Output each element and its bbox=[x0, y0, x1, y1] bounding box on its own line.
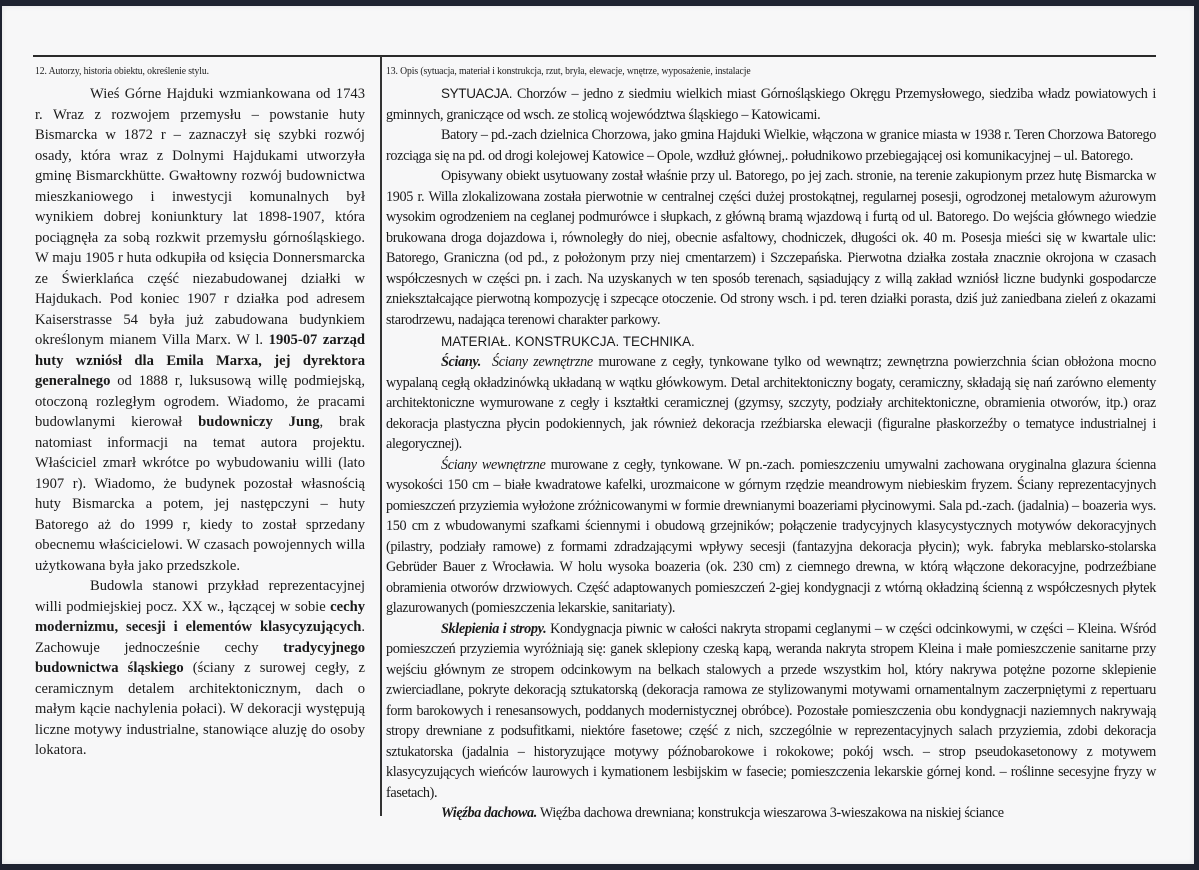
vaults-text: Kondygnacja piwnic w całości nakryta stropami ceglanymi – w części odcinkowymi, w części – Kleina. Wśród pomieszczeń przyziemia wyróżniają się: ganek sklepiony czeską kapą, weranda nakryta stropem Kleina i małe pomieszczenie sanitarne przy wejściu głównym ze stropem odcinkowym na belkach stalowych a przede wszystkim hol, który nakrywa potężne pozorne sklepienie zwierciadlane, pokryte dekoracją sztukatorską (dekoracja ramowa ze stylizowanymi motywami ornamentalnym zaczerpniętymi z repertuaru form barokowych i renesansowych, poddanych modernistycznej obróbce). Pozostałe pomieszczenia obu kondygnacji naziemnych nakrywają stropy drewniane z podsufitkami, niektóre fasetowe; część z nich, szczególnie w reprezentacyjnych salach przyziemia, zdobi dekoracja sztukatorska (jadalnia – historyzujące motywy późnobarokowe i rokokowe; pokój wsch. – strop pseudokasetonowy z motywem klasycyzujących wieńców laurowych i kymationem lesbijskim w fasecie; pomieszczenia lekarskie górnej kond. – roślinne secesyjne fryzy w fasetach). bbox=[386, 620, 1156, 801]
section-13-column bbox=[386, 65, 1156, 824]
section-12-header: 12. Autorzy, historia obiektu, określenie stylu. bbox=[35, 66, 209, 77]
top-rule bbox=[33, 55, 1156, 57]
exterior-walls-paragraph bbox=[386, 352, 1156, 455]
walls-label: Ściany. bbox=[441, 354, 481, 370]
emphasis: budowniczy Jung bbox=[198, 414, 320, 430]
history-paragraph-1: Wieś Górne Hajduki wzmiankowana od 1743 r. Wraz z rozwojem przemysłu – powstanie huty Bismarcka w 1872 r – zaznaczył się szybki rozwój osady, która wraz z Dolnymi Hajdukami utworzyła gminę Bismarckhütte. Gwałtowny rozwój budownictwa mieszkaniowego i inwestycji komunalnych był wynikiem dobrej koniunktury lat 1898-1907, która pociągnęła za sobą rozkwit przemysłu górnośląskiego. W maju 1905 r huta odkupiła od księcia Donnersmarcka ze Świerklańca część niezabudowanej działki w Hajdukach. Pod koniec 1907 r działka pod adresem Kaiserstrasse 54 była już zabudowana budynkiem określonym mianem Villa Marx. W l. 1905-07 zarząd huty wzniósł dla Emila Marxa, jej dyrektora generalnego od 1888 r, luksusową willę podmiejską, otoczoną rozległym ogrodem. Wiadomo, że pracami budowlanymi kierował budowniczy Jung, brak natomiast informacji na temat autora projektu. Właściciel zmarł wkrótce po wybudowaniu willi (lato 1907 r). Wiadomo, że budynek pozostał własnością huty Bismarcka a potem, jej następczyni – huty Batorego aż do 1999 r, kiedy to został sprzedany obecnemu właścicielowi. W czasach powojennych willa użytkowana była jako przedszkole. bbox=[35, 86, 366, 574]
situation-paragraph bbox=[386, 84, 1156, 125]
emphasis: 1905-07 zarząd huty wzniósł dla Emila Marxa, jej dyrektora generalnego bbox=[35, 332, 366, 389]
interior-walls-text: murowane z cegły, tynkowane. W pn.-zach. pomieszczeniu umywalni zachowana oryginalna glazura ścienna wysokości 150 cm – białe kwadratowe kafelki, urozmaicone w górnym rzędzie meandrowym niebieskim fryzem. Ściany reprezentacyjnych pomieszczeń przyziemia wyłożone zróżnicowanymi w formie drewnianymi boazeriami płycinowymi. Sala pd.-zach. (jadalnia) – boazeria wys. 150 cm z wbudowanymi szafkami ściennymi i obudową grzejników; połączenie tradycyjnych klasycystycznych motywów dekoracyjnych (pilastry, podziały ramowe) z formami zdradzającymi wpływy secesji (fantazyjna dekoracja płycin); wyk. fabryka meblarsko-stolarska Gebrüder Bauer z Wrocławia. W holu wysoka boazeria (ok. 230 cm) z ciemnego drewna, w którą włączone dekoracyjne, podrzeźbiane obramienia otworów drzwiowych. Część adaptowanych pomieszczeń 2-giej kondygnacji z wtórną okładziną ścienną z współczesnych płytek glazurowanych (pomieszczenia lekarskie, sanitariaty). bbox=[386, 456, 1157, 616]
roof-truss-text: Więźba dachowa drewniana; konstrukcja wieszarowa 3-wieszakowa na niskiej ściance bbox=[536, 805, 1004, 821]
emphasis: tradycyjnego budownictwa śląskiego bbox=[35, 639, 365, 676]
roof-truss-label: Więźba dachowa. bbox=[441, 805, 537, 821]
section-12-column bbox=[35, 65, 365, 761]
vaults-paragraph bbox=[386, 619, 1156, 804]
exterior-walls-text: murowane z cegły, tynkowane tylko od wewnątrz; zewnętrzna powierzchnia ścian obłożona mocno wypalaną cegłą okładzinówką układaną w wątku główkowym. Detal architektoniczny bogaty, ceramiczny, składają się nań zarówno elementy architektoniczne wymurowane z cegły i kształtki ceramicznej (gzymsy, szczyty, podziały architektoniczne, obramienia otworów, itp.) oraz dekoracja plastyczna płycin podokiennych, jak również dekoracja rzeźbiarska elewacji (figuralne płaskorzeźby o tematyce industrialnej i alegorycznej). bbox=[386, 354, 1156, 452]
column-divider bbox=[380, 56, 382, 816]
batory-paragraph: Batory – pd.-zach dzielnica Chorzowa, jako gmina Hajduki Wielkie, włączona w granice miasta w 1938 r. Teren Chorzowa Batorego rozciąga się na pd. od drogi kolejowej Katowice – Opole, wzdłuż głównej,. południkowo przebiegającej osi komunikacyjnej – ul. Batorego. bbox=[386, 127, 1156, 164]
situation-text: Chorzów – jedno z siedmiu wielkich miast Górnośląskiego Okręgu Przemysłowego, siedziba władz powiatowych i gminnych, graniczące od wsch. ze stolicą województwa śląskiego – Katowicami. bbox=[386, 86, 1156, 123]
history-paragraph-2: Budowla stanowi przykład reprezentacyjnej willi podmiejskiej pocz. XX w., łączącej w sobie cechy modernizmu, secesji i elementów klasycyzujących. Zachowuje jednocześnie cechy tradycyjnego budownictwa śląskiego (ściany z surowej cegły, z ceramicznym detalem architektonicznym, dach o małym kącie nachylenia połaci). W dekoracji występują liczne motywy industrialne, stanowiące aluzję do osoby lokatora. bbox=[35, 578, 365, 758]
interior-walls-paragraph bbox=[386, 455, 1156, 619]
roof-truss-paragraph bbox=[386, 803, 1156, 824]
exterior-walls-label: Ściany zewnętrzne bbox=[492, 354, 593, 370]
document-page bbox=[2, 6, 1194, 864]
interior-walls-label: Ściany wewnętrzne bbox=[441, 456, 546, 473]
location-paragraph: Opisywany obiekt usytuowany został właśnie przy ul. Batorego, po jej zach. stronie, na terenie zakupionym przez hutę Bismarcka w 1905 r. Willa zlokalizowana została pierwotnie w centralnej części dużej prostokątnej, regularnej posesji, ogrodzonej metalowym ażurowym wysokim ogrodzeniem na ceglanej podmurówce i słupkach, z główną bramą wjazdową i furtą od ul. Batorego. Do wejścia głównego wiedzie brukowana droga dojazdowa i, równoległy do niej, obecnie asfaltowy, chodniczek, długości ok. 40 m. Posesja mieści się w kwartale ulic: Batorego, Graniczna (od pd., z położonym przy niej cmentarzem) i Szczepańska. Pierwotna działka została znacznie okrojona w czasach współczesnych w części pn. i zach. Na uzyskanych w ten sposób terenach, sąsiadujący z willą zakład wzniósł liczne budynki gospodarcze zniekształcające pierwotną kompozycję i szpecące otoczenie. Od strony wsch. i pd. teren działki porasta, dziś już zaniedbana zieleń z okazami starodrzewu, nadająca terenowi charakter parkowy. bbox=[386, 168, 1156, 328]
emphasis: cechy modernizmu, secesji i elementów klasycyzujących bbox=[35, 598, 365, 635]
material-heading: MATERIAŁ. KONSTRUKCJA. TECHNIKA. bbox=[441, 334, 695, 349]
section-13-header: 13. Opis (sytuacja, materiał i konstrukcja, rzut, bryła, elewacje, wnętrze, wyposażenie, instalacje bbox=[386, 66, 751, 77]
vaults-label: Sklepienia i stropy. bbox=[441, 620, 547, 637]
situation-label: SYTUACJA. bbox=[441, 86, 513, 101]
